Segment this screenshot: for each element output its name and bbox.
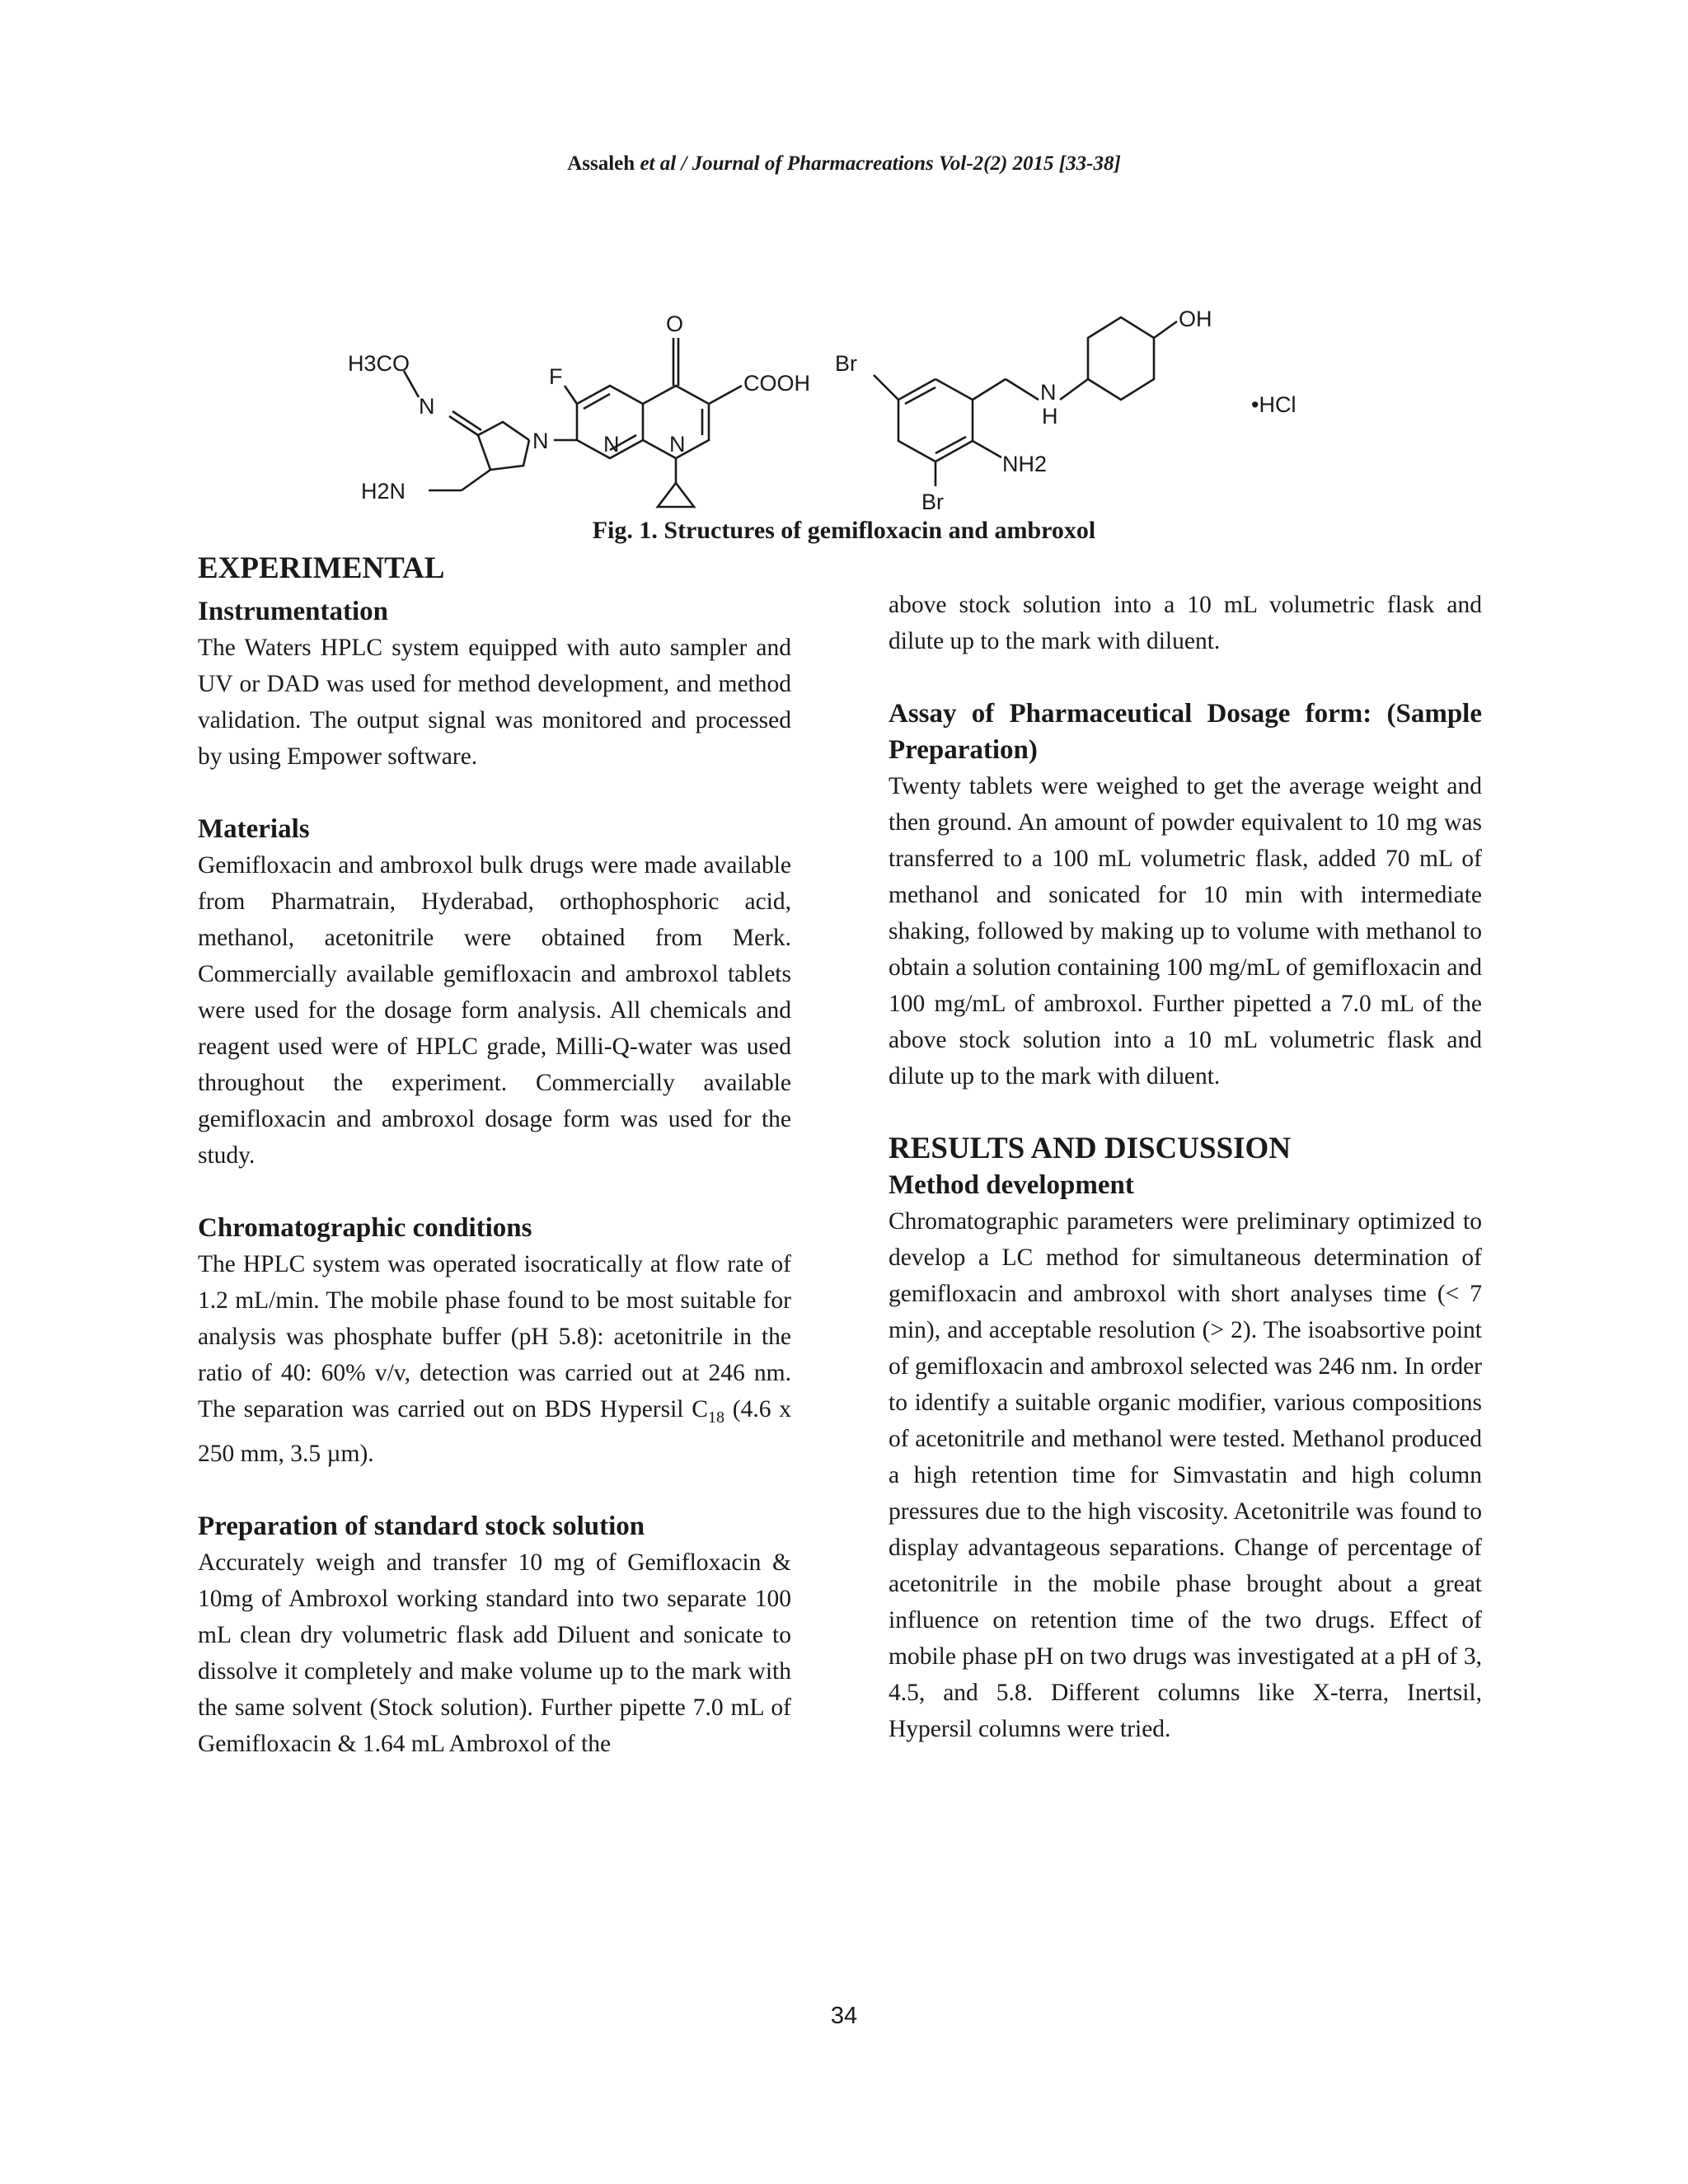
label-ring-n-1: N — [603, 432, 620, 457]
assay-paragraph: Twenty tablets were weighed to get the average weight and then ground. An amount of powder equivalent to 10 mg was transferred to a 100 mL volumetric flask, added 70 mL of methanol and sonicated for 10 min with intermediate shaking, followed by making up to volume with methanol to obtain a solution containing 100 mg/mL of gemifloxacin and 100 mg/mL of ambroxol. Further pipetted a 7.0 mL of the above stock solution into a 10 mL volumetric flask and dilute up to the mark with diluent. — [889, 773, 1482, 1090]
continuation-paragraph: above stock solution into a 10 mL volumetric flask and dilute up to the mark with diluent. — [889, 592, 1482, 654]
ambroxol-structure — [835, 307, 1296, 514]
label-pyrrolidine-n: N — [532, 429, 549, 453]
label-amine-n: N — [1040, 380, 1057, 405]
left-column — [198, 551, 791, 1762]
running-head-journal: et al / Journal of Pharmacreations Vol-2(2) 2015 [33-38] — [640, 152, 1121, 175]
label-nh2: NH2 — [1002, 452, 1048, 476]
label-oh: OH — [1179, 307, 1212, 331]
label-br-top: Br — [835, 351, 857, 376]
label-oxime-n: N — [419, 394, 435, 419]
subsection-title-chromatographic: Chromatographic conditions — [198, 1213, 532, 1243]
label-br-bottom: Br — [921, 490, 944, 514]
materials-paragraph: Gemifloxacin and ambroxol bulk drugs were made available from Pharmatrain, Hyderabad, orthophosphoric acid, methanol, acetonitrile were obtained from Merk. Commercially available gemifloxacin and ambroxol tablets were used for the dosage form analysis. All chemicals and reagent used were of HPLC grade, Milli-Q-water was used throughout the experiment. Commercially available gemifloxacin and ambroxol dosage form was used for the study. — [198, 852, 791, 1169]
chemical-structures-figure — [313, 239, 1385, 519]
chromatographic-text-a: The HPLC system was operated isocratically at flow rate of 1.2 mL/min. The mobile phase found to be most suitable for analysis was phosphate buffer (pH 5.8): acetonitrile in the ratio of 40: 60% v/v, detection was carried out at 246 nm. The separation was carried out on BDS Hypersil C — [198, 1251, 791, 1422]
subsection-title-standard-stock: Preparation of standard stock solution — [198, 1511, 645, 1541]
label-cooh: COOH — [743, 371, 810, 396]
label-hcl: •HCl — [1251, 392, 1296, 417]
running-head-authors: Assaleh — [567, 152, 635, 175]
chromatographic-subscript: 18 — [707, 1408, 724, 1427]
method-development-paragraph: Chromatographic parameters were preliminary optimized to develop a LC method for simultaneous determination of gemifloxacin and ambroxol with short analyses time (< 7 min), and acceptable resolution (> 2). The isoabsortive point of gemifloxacin and ambroxol selected was 246 nm. In order to identify a suitable organic modifier, various compositions of acetonitrile and methanol were tested. Methanol produced a high retention time for Simvastatin and high column pressures due to the high viscosity. Acetonitrile was found to display advantageous separations. Change of percentage of acetonitrile in the mobile phase brought about a great influence on retention time of the two drugs. Effect of mobile phase pH on two drugs was investigated at a pH of 3, 4.5, and 5.8. Different columns like X-terra, Inertsil, Hypersil columns were tried. — [889, 1208, 1482, 1742]
label-ring-n-2: N — [669, 432, 686, 457]
subsection-title-assay: Assay of Pharmaceutical Dosage form: (Sample Preparation) — [889, 699, 1482, 765]
label-f: F — [549, 364, 563, 389]
standard-stock-paragraph: Accurately weigh and transfer 10 mg of Gemifloxacin & 10mg of Ambroxol working standard into two separate 100 mL clean dry volumetric flask add Diluent and sonicate to dissolve it completely and make volume up to the mark with the same solvent (Stock solution). Further pipette 7.0 mL of Gemifloxacin & 1.64 mL Ambroxol of the — [198, 1549, 791, 1757]
instrumentation-paragraph: The Waters HPLC system equipped with auto sampler and UV or DAD was used for method development, and method validation. The output signal was monitored and processed by using Empower software. — [198, 635, 791, 770]
section-title-experimental: EXPERIMENTAL — [198, 551, 445, 585]
section-title-results: RESULTS AND DISCUSSION — [889, 1132, 1292, 1165]
chromatographic-text-b: (4.6 x 250 mm, 3.5 µm). — [198, 1396, 792, 1467]
page-number: 34 — [830, 2003, 858, 2029]
subsection-title-materials: Materials — [198, 814, 310, 844]
subsection-title-instrumentation: Instrumentation — [198, 597, 389, 626]
structures-drawing — [313, 239, 1385, 519]
label-h2n: H2N — [361, 479, 406, 504]
gemifloxacin-structure — [348, 312, 810, 507]
running-head — [0, 152, 1688, 176]
subsection-title-method-development: Method development — [889, 1170, 1134, 1200]
figure-caption: Fig. 1. Structures of gemifloxacin and ambroxol — [592, 517, 1096, 544]
right-column — [889, 587, 1482, 1747]
label-o: O — [666, 312, 684, 336]
chromatographic-paragraph — [198, 1246, 791, 1472]
label-amine-h: H — [1042, 404, 1058, 429]
label-h3co: H3CO — [348, 351, 410, 376]
